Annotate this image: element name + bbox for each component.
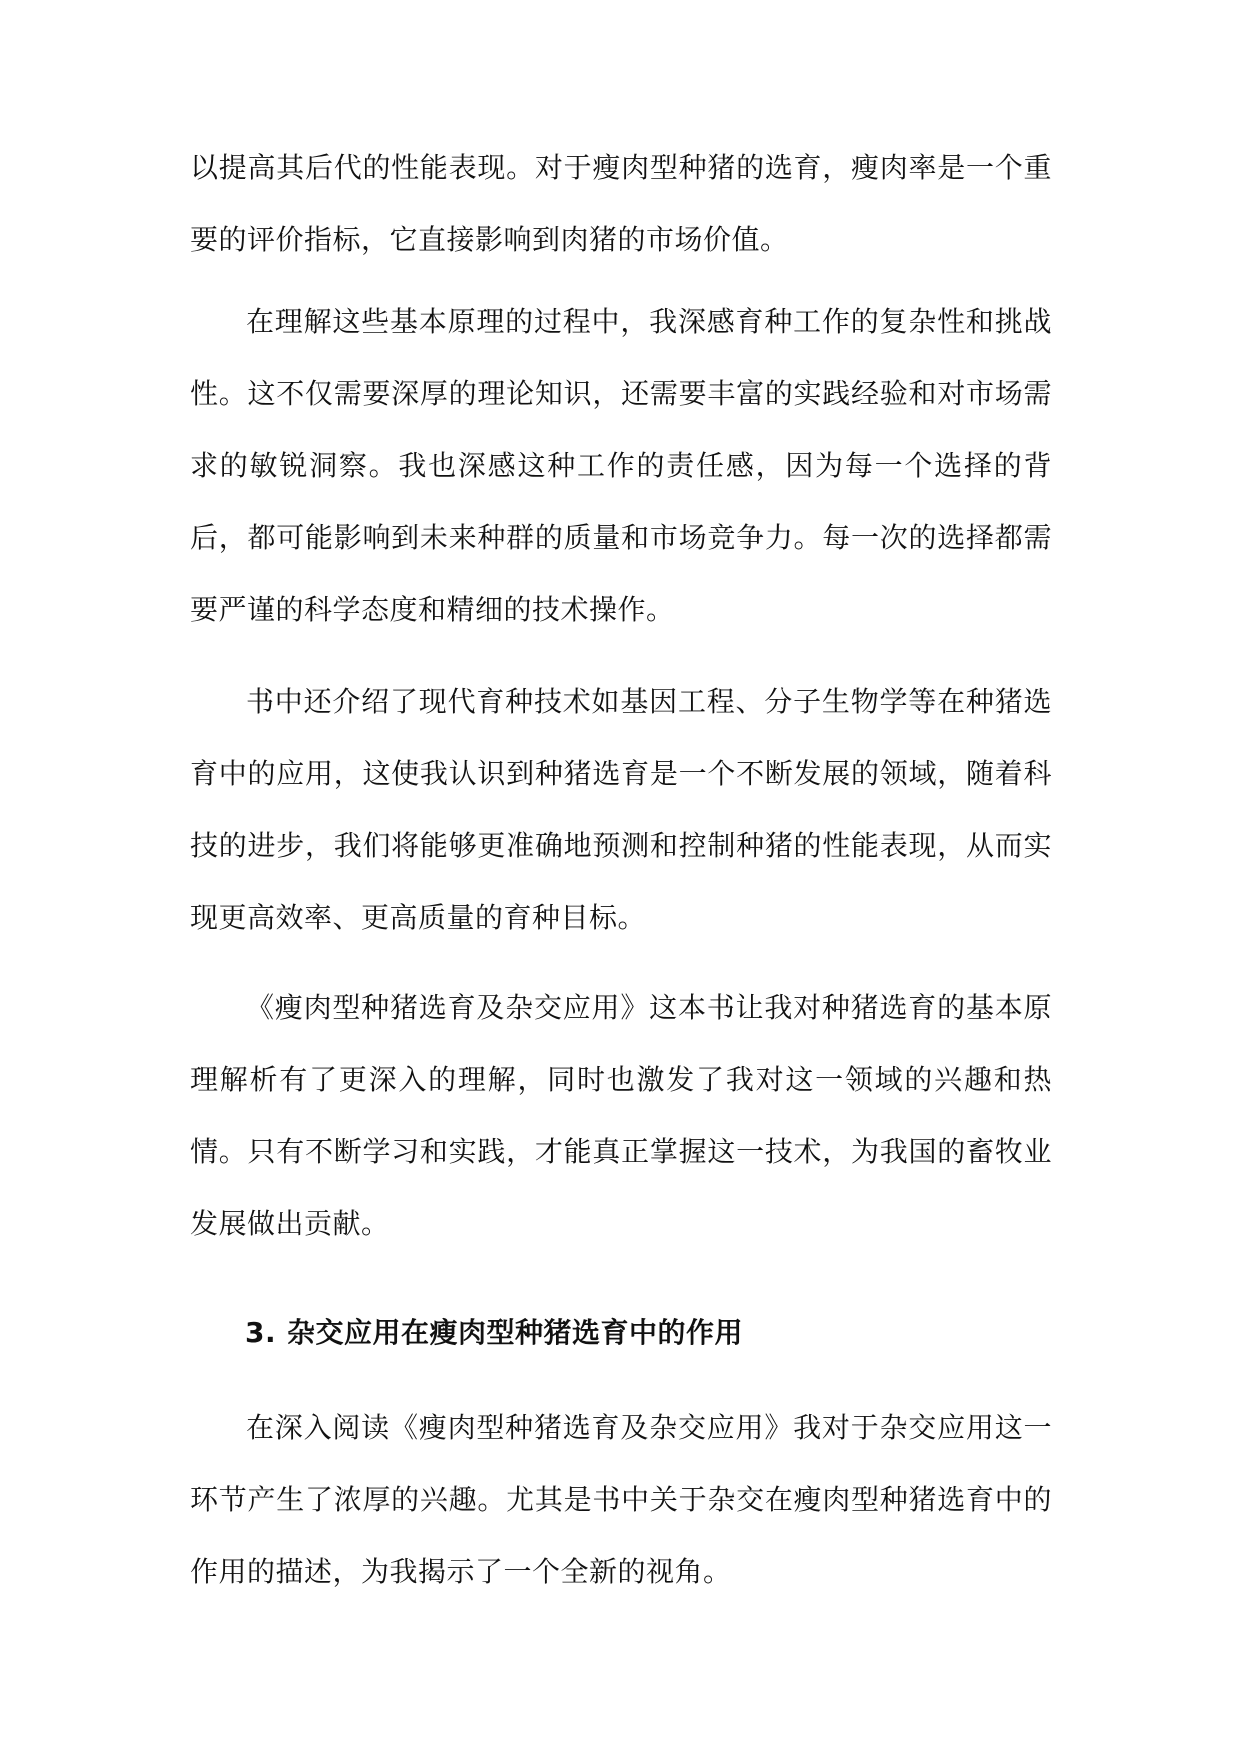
section-title: 杂交应用在瘦肉型种猪选育中的作用: [287, 1316, 744, 1349]
paragraph-continuation: 以提高其后代的性能表现。对于瘦肉型种猪的选育，瘦肉率是一个重要的评价指标，它直接影响到肉猪的市场价值。: [190, 151, 1052, 256]
section-heading: [245, 1313, 1045, 1353]
paragraph-principles: 在理解这些基本原理的过程中，我深感育种工作的复杂性和挑战性。这不仅需要深厚的理论知识，还需要丰富的实践经验和对市场需求的敏锐洞察。我也深感这种工作的责任感，因为每一个选择的背后，都可能影响到未来种群的质量和市场竞争力。每一次的选择都需要严谨的科学态度和精细的技术操作。: [190, 305, 1052, 626]
paragraph-hybrid-intro: 在深入阅读《瘦肉型种猪选育及杂交应用》我对于杂交应用这一环节产生了浓厚的兴趣。尤其是书中关于杂交在瘦肉型种猪选育中的作用的描述，为我揭示了一个全新的视角。: [190, 1411, 1052, 1588]
paragraph-modern-techniques: 书中还介绍了现代育种技术如基因工程、分子生物学等在种猪选育中的应用，这使我认识到种猪选育是一个不断发展的领域，随着科技的进步，我们将能够更准确地预测和控制种猪的性能表现，从而实现更高效率、更高质量的育种目标。: [190, 685, 1052, 934]
paragraph-book-summary: 《瘦肉型种猪选育及杂交应用》这本书让我对种猪选育的基本原理解析有了更深入的理解，同时也激发了我对这一领域的兴趣和热情。只有不断学习和实践，才能真正掌握这一技术，为我国的畜牧业发展做出贡献。: [190, 991, 1052, 1240]
section-number: 3.: [245, 1316, 277, 1349]
